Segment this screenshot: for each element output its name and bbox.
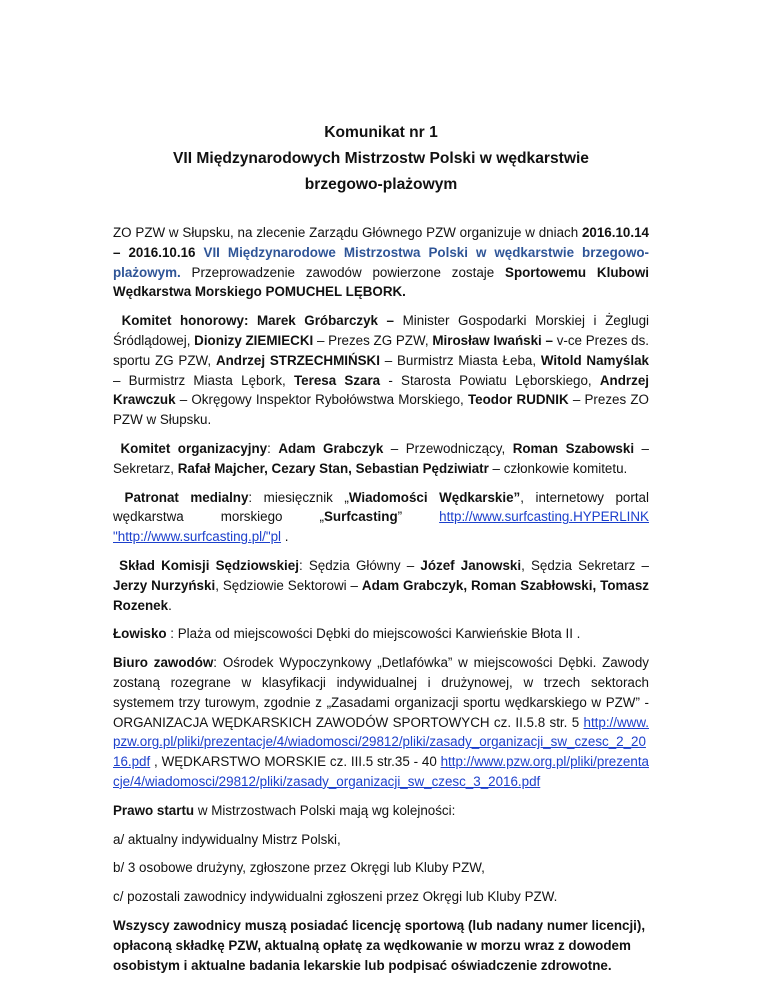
start-rights-item-b: b/ 3 osobowe drużyny, zgłoszone przez Okręgi lub Kluby PZW, <box>113 860 485 876</box>
title-line-1: Komunikat nr 1 <box>324 124 438 141</box>
requirements-paragraph: Wszyscy zawodnicy muszą posiadać licencję sportową (lub nadany numer licencji), opłaconą składkę PZW, aktualną opłatę za wędkowanie w morzu wraz z dowodem osobistym i aktualne badania lekarskie lub podpisać oświadczenie zdrowotne. <box>113 917 646 973</box>
event-name: VII Międzynarodowe Mistrzostwa Polski w wędkarstwie brzegowo-plażowym. <box>113 244 649 280</box>
judges-label: Skład Komisji Sędziowskiej <box>119 557 299 573</box>
intro-paragraph: ZO PZW w Słupsku, na zlecenie Zarządu Głównego PZW organizuje w dniach 2016.10.14 – 2016.10.16 VII Międzynarodowe Mistrzostwa Polski w wędkarstwie brzegowo-plażowym. Przeprowadzenie zawodów powierzone zostaje Sportowemu Klubowi Wędkarstwa Morskiego POMUCHEL LĘBORK. <box>113 225 649 300</box>
start-rights-item-a: a/ aktualny indywidualny Mistrz Polski, <box>113 831 341 847</box>
surfcasting-link[interactable]: http://www.surfcasting.HYPERLINK "http://www.surfcasting.pl/"pl <box>113 509 649 545</box>
media-patronage-paragraph: Patronat medialny: miesięcznik „Wiadomości Wędkarskie”, internetowy portal wędkarstwa morskiego „Surfcasting” http://www.surfcasting.HYPERLINK "http://www.surfcasting.pl/"pl . <box>113 489 649 545</box>
rules-part-2-link[interactable]: http://www.pzw.org.pl/pliki/prezentacje/4/wiadomosci/29812/pliki/zasady_organizacji_sw_czesc_2_2016.pdf <box>113 714 649 770</box>
start-rights-paragraph: Prawo startu w Mistrzostwach Polski mają wg kolejności: <box>113 802 456 818</box>
competition-office-paragraph: Biuro zawodów: Ośrodek Wypoczynkowy „Detlafówka” w miejscowości Dębki. Zawody zostaną rozegrane w klasyfikacji indywidualnej i drużynowej, w trzech sektorach systemem trzy turowym, zgodnie z „Zasadami organizacji sportu wędkarskiego w PZW” - ORGANIZACJA WĘDKARSKICH ZAWODÓW SPORTOWYCH cz. II.5.8 str. 5 http://www.pzw.org.pl/pliki/prezentacje/4/wiadomosci/29812/pliki/zasady_organizacji_sw_czesc_2_2016.pdf , WĘDKARSTWO MORSKIE cz. III.5 str.35 - 40 http://www.pzw.org.pl/pliki/prezentacje/4/wiadomosci/29812/pliki/zasady_organizacji_sw_czesc_3_2016.pdf <box>113 655 649 789</box>
organizing-committee-label: Komitet organizacyjny <box>120 440 268 456</box>
start-rights-label: Prawo startu <box>113 802 195 818</box>
honorary-committee-label: Komitet honorowy: <box>121 313 258 329</box>
document-page <box>113 120 649 975</box>
organizing-committee-paragraph: Komitet organizacyjny: Adam Grabczyk – Przewodniczący, Roman Szabowski – Sekretarz, Rafał Majcher, Cezary Stan, Sebastian Pędziwiatr – członkowie komitetu. <box>113 440 649 476</box>
title-line-3: brzegowo-plażowym <box>304 176 458 193</box>
organizer-club: Sportowemu Klubowi Wędkarstwa Morskiego POMUCHEL LĘBORK. <box>113 264 649 300</box>
media-patronage-label: Patronat medialny <box>124 489 249 505</box>
title-line-2: VII Międzynarodowych Mistrzostw Polski w wędkarstwie <box>173 150 589 167</box>
honorary-committee-paragraph: Komitet honorowy: Marek Gróbarczyk – Minister Gospodarki Morskiej i Żeglugi Śródlądowej, Dionizy ZIEMIECKI – Prezes ZG PZW, Mirosław Iwański – v-ce Prezes ds. sportu ZG PZW, Andrzej STRZECHMIŃSKI – Burmistrz Miasta Łeba, Witold Namyślak – Burmistrz Miasta Lębork, Teresa Szara - Starosta Powiatu Lęborskiego, Andrzej Krawczuk – Okręgowy Inspektor Rybołówstwa Morskiego, Teodor RUDNIK – Prezes ZO PZW w Słupsku. <box>113 313 649 428</box>
document-title <box>113 120 649 198</box>
fishery-label: Łowisko <box>113 626 167 642</box>
fishery-paragraph: Łowisko : Plaża od miejscowości Dębki do miejscowości Karwieńskie Błota II . <box>113 626 581 642</box>
rules-part-3-link[interactable]: http://www.pzw.org.pl/pliki/prezentacje/4/wiadomosci/29812/pliki/zasady_organizacji_sw_czesc_3_2016.pdf <box>113 754 649 789</box>
competition-office-label: Biuro zawodów <box>113 655 214 671</box>
start-rights-item-c: c/ pozostali zawodnicy indywidualni zgłoszeni przez Okręgi lub Kluby PZW. <box>113 889 558 905</box>
judges-paragraph: Skład Komisji Sędziowskiej: Sędzia Główny – Józef Janowski, Sędzia Sekretarz – Jerzy Nurzyński, Sędziowie Sektorowi – Adam Grabczyk, Roman Szabłowski, Tomasz Rozenek. <box>113 557 649 613</box>
event-dates: 2016.10.14 – 2016.10.16 <box>113 225 649 260</box>
